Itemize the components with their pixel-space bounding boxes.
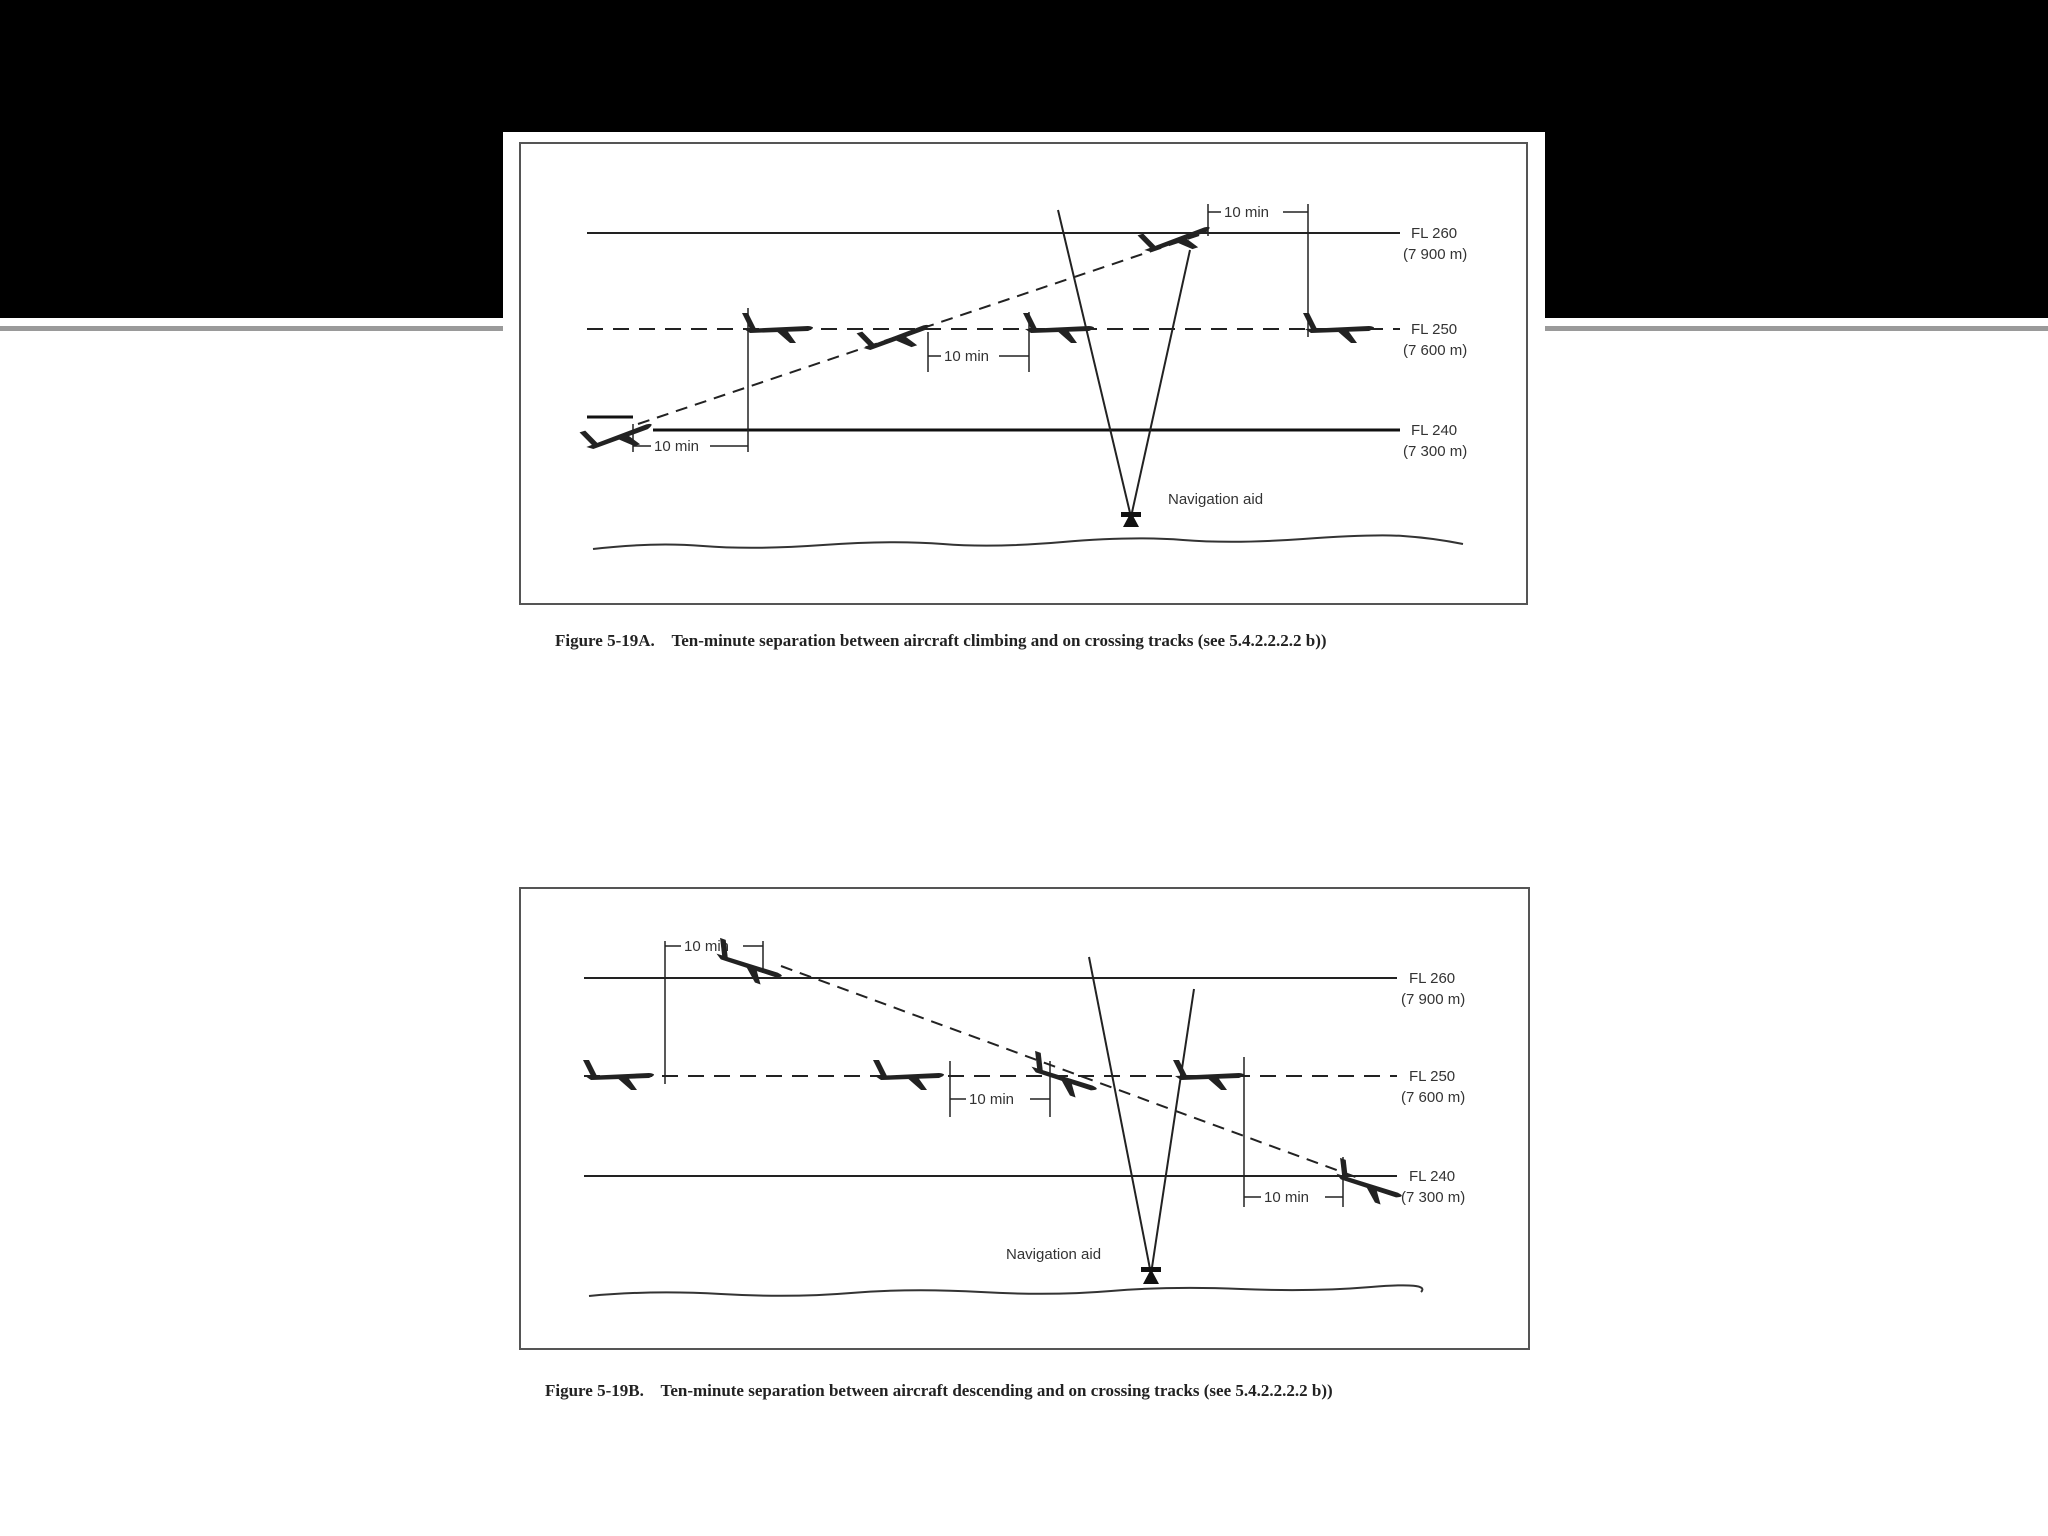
navaid-icon-b xyxy=(1141,1267,1161,1284)
figure-a-panel xyxy=(503,132,1545,619)
aircraft-fl250-3 xyxy=(1303,313,1374,343)
navaid-label-b: Navigation aid xyxy=(1006,1246,1102,1263)
sep-label-a1: 10 min xyxy=(654,438,700,455)
sep-label-b2: 10 min xyxy=(969,1091,1015,1108)
fl250-label-b: FL 250 xyxy=(1409,1068,1456,1085)
figure-b-caption: Figure 5-19B. Ten-minute separation between aircraft descending and on crossing tracks (see 5.4.2.2.2.2 b)) xyxy=(545,1381,1333,1400)
aircraft-b-descending-mid xyxy=(1025,1051,1102,1103)
figure-a-caption: Figure 5-19A. Ten-minute separation between aircraft climbing and on crossing tracks (see 5.4.2.2.2.2 b)) xyxy=(555,631,1327,650)
fl250-metres: (7 600 m) xyxy=(1403,342,1468,359)
sep-label-b1: 10 min xyxy=(684,938,730,955)
fl260-metres: (7 900 m) xyxy=(1403,246,1468,263)
figure-b-diagram xyxy=(521,889,1528,1348)
aircraft-b-fl250-2 xyxy=(873,1060,944,1090)
fl260-label: FL 260 xyxy=(1411,225,1458,242)
aircraft-b-descent-end xyxy=(1330,1158,1407,1210)
fl250-label: FL 250 xyxy=(1411,321,1458,338)
fl240-metres: (7 300 m) xyxy=(1403,443,1468,460)
descent-track xyxy=(781,966,1361,1179)
aircraft-climbing-mid xyxy=(857,311,934,361)
sep-label-a3: 10 min xyxy=(1224,204,1270,221)
aircraft-fl250-1 xyxy=(742,313,813,343)
fl250-metres-b: (7 600 m) xyxy=(1401,1089,1466,1106)
sep-label-b3: 10 min xyxy=(1264,1189,1310,1206)
aircraft-b-fl250-1 xyxy=(583,1060,654,1090)
fl260-label-b: FL 260 xyxy=(1409,970,1456,987)
sep-label-a2: 10 min xyxy=(944,348,990,365)
aircraft-climb-end xyxy=(1138,213,1215,263)
fl240-label: FL 240 xyxy=(1411,422,1458,439)
fl240-label-b: FL 240 xyxy=(1409,1168,1456,1185)
ground-line-b xyxy=(589,1285,1422,1296)
figure-a-diagram xyxy=(503,132,1545,619)
fl240-metres-b: (7 300 m) xyxy=(1401,1189,1466,1206)
figure-b-frame xyxy=(519,887,1530,1350)
fl260-metres-b: (7 900 m) xyxy=(1401,991,1466,1008)
navaid-icon xyxy=(1121,512,1141,527)
aircraft-b-fl250-3 xyxy=(1173,1060,1244,1090)
ground-line xyxy=(593,535,1463,549)
navaid-label: Navigation aid xyxy=(1168,491,1264,508)
